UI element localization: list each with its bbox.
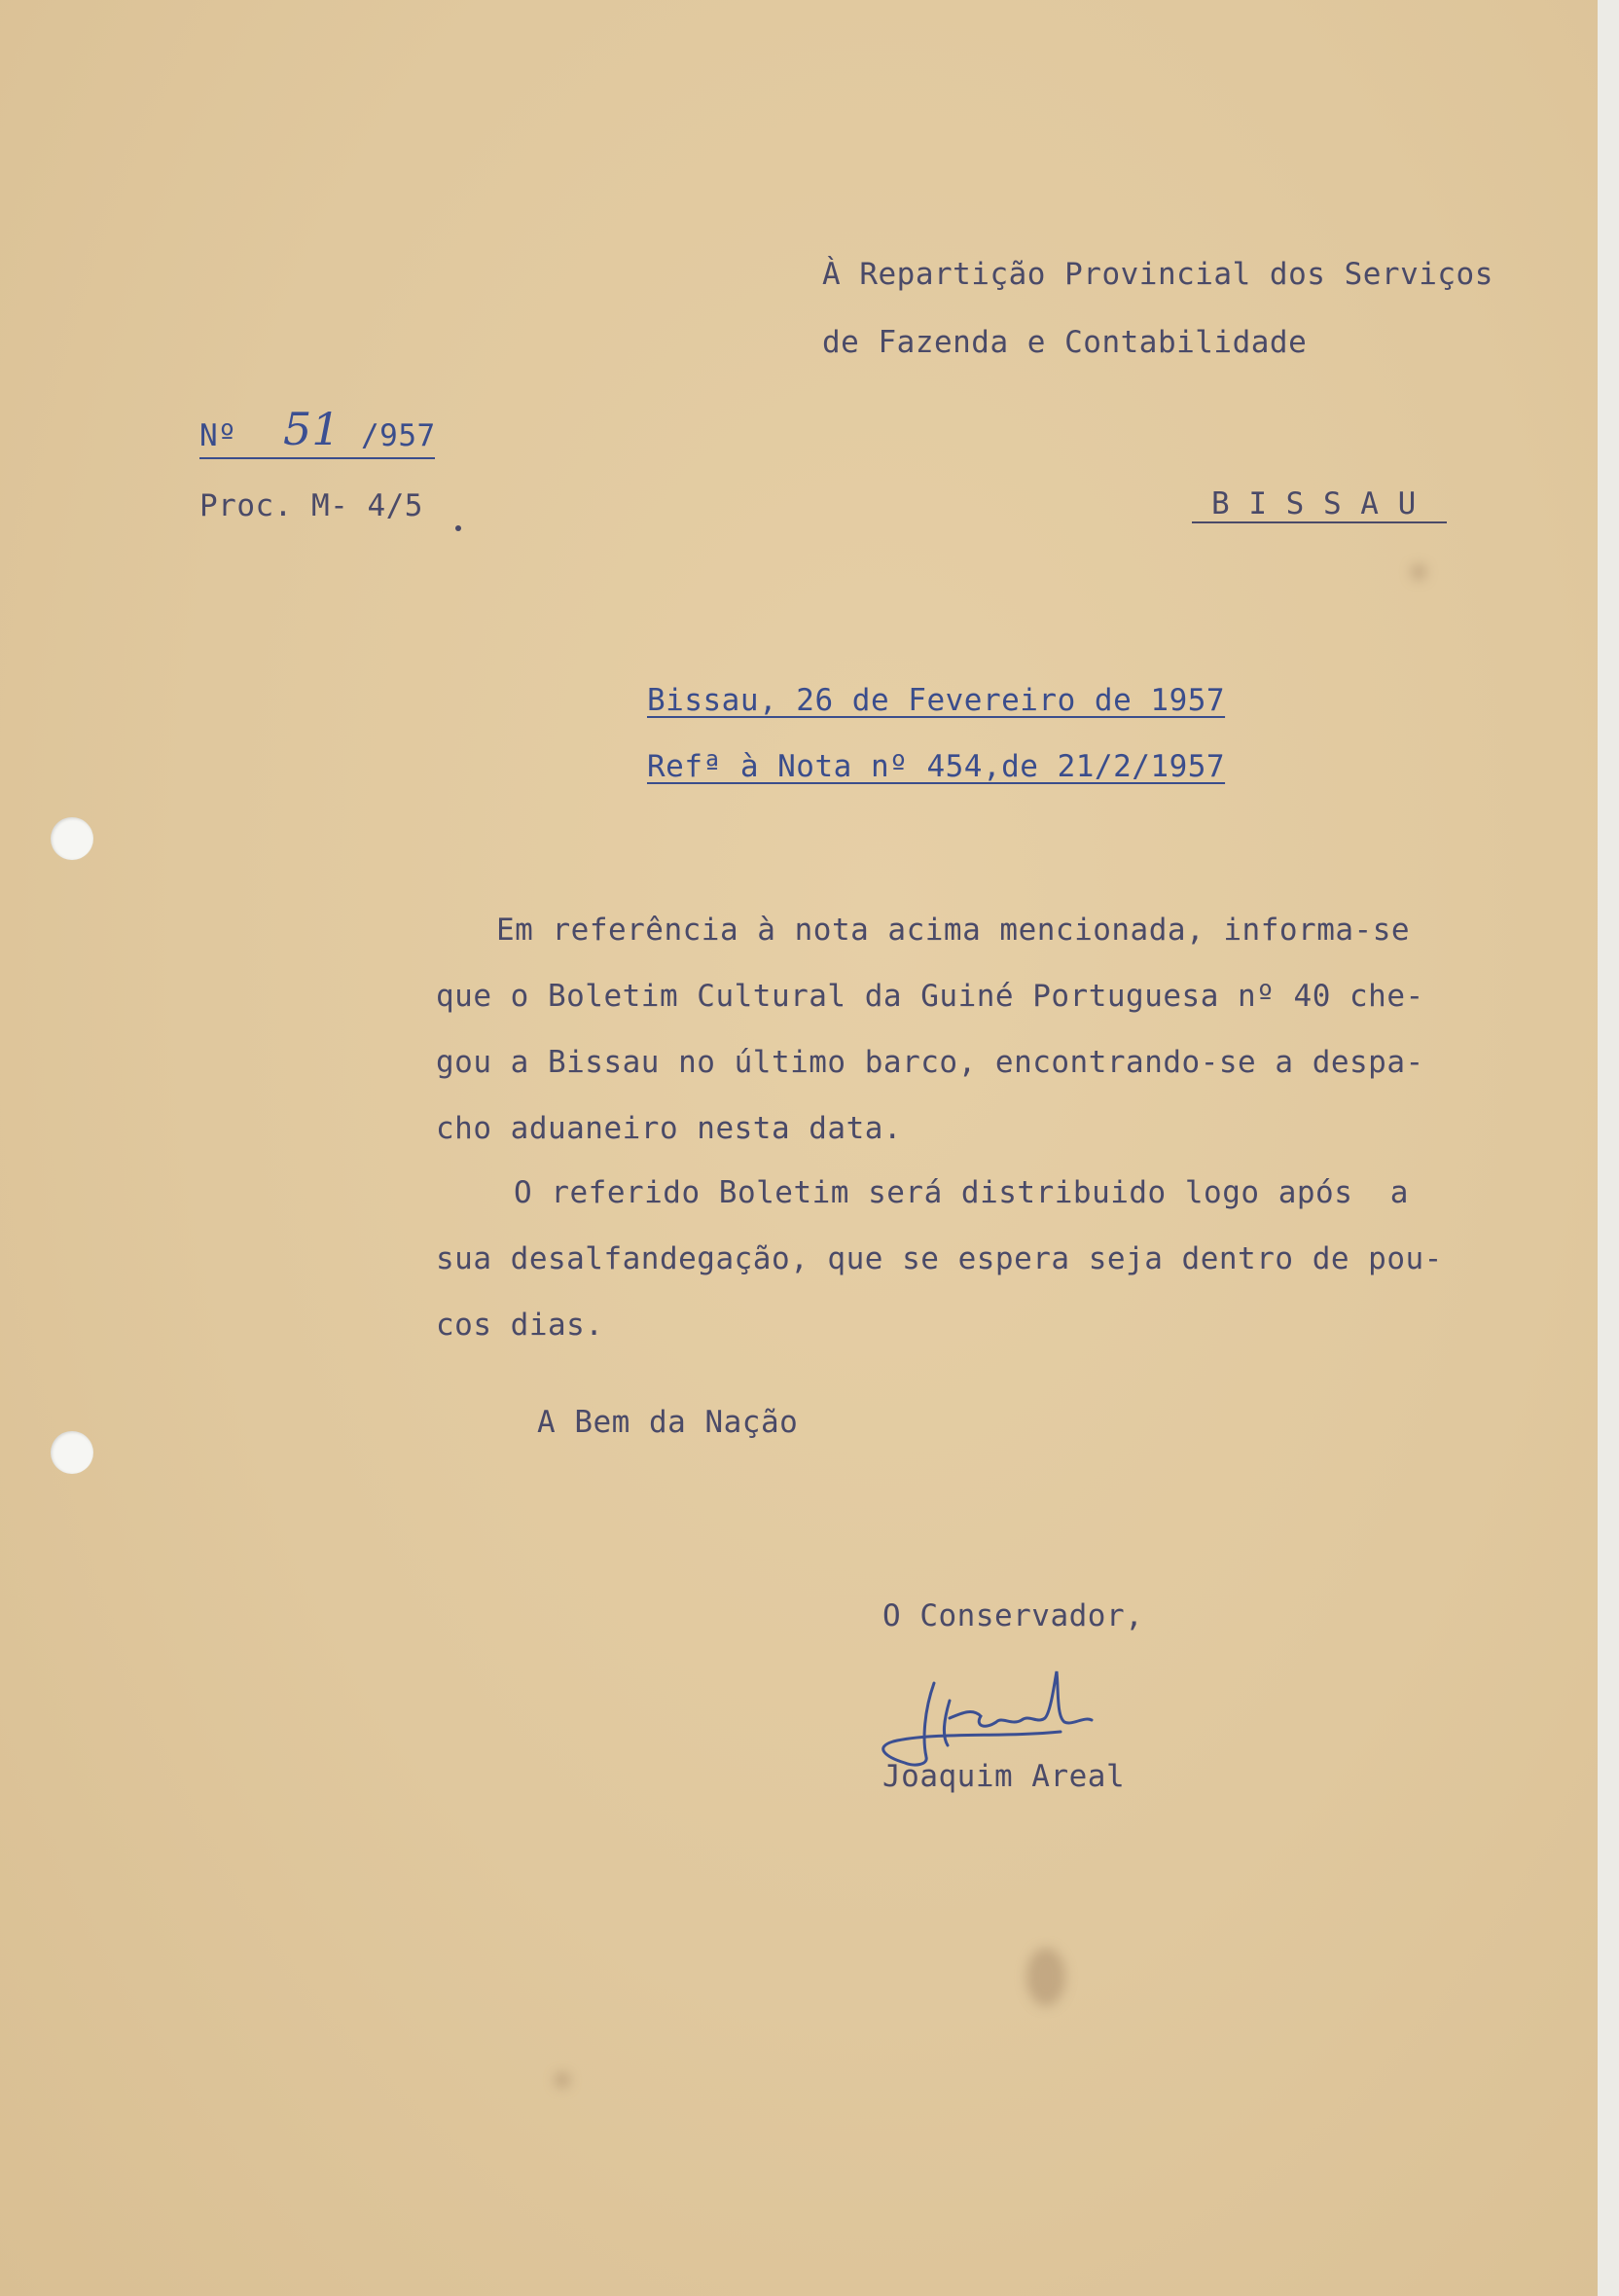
body-p2-line-1: O referido Boletim será distribuido logo após a — [514, 1175, 1409, 1210]
paper-stain — [1411, 564, 1426, 580]
reference-note: Refª à Nota nº 454,de 21/2/1957 — [647, 749, 1226, 784]
signatory-name: Joaquim Areal — [882, 1759, 1126, 1794]
punch-hole-top — [51, 817, 93, 860]
body-p1-line-3: gou a Bissau no último barco, encontrando-se a despa- — [436, 1045, 1424, 1080]
scan-edge — [1598, 0, 1619, 2296]
signatory-title: O Conservador, — [882, 1598, 1144, 1633]
addressee-line-1: À Repartição Provincial dos Serviços — [822, 257, 1493, 292]
body-p2-line-2: sua desalfandegação, que se espera seja dentro de pou- — [436, 1241, 1443, 1276]
reference-number — [199, 403, 452, 459]
closing-salutation: A Bem da Nação — [537, 1405, 799, 1440]
process-number: Proc. M- 4/5 — [199, 488, 423, 523]
body-p1-line-2: que o Boletim Cultural da Guiné Portuguesa nº 40 che- — [436, 979, 1424, 1014]
number-prefix: Nº — [199, 418, 237, 453]
number-underline — [199, 457, 435, 459]
paper-stain — [1026, 1948, 1065, 2006]
addressee-city: B I S S A U — [1211, 486, 1417, 521]
city-underline — [1192, 521, 1447, 523]
number-handwritten: 51 — [283, 403, 341, 455]
speck — [455, 525, 461, 531]
paper-stain — [555, 2072, 570, 2088]
addressee-line-2: de Fazenda e Contabilidade — [822, 325, 1308, 360]
body-p1-line-1: Em referência à nota acima mencionada, informa-se — [496, 913, 1411, 948]
number-year: /957 — [361, 418, 436, 453]
punch-hole-bottom — [51, 1431, 93, 1474]
letter-date: Bissau, 26 de Fevereiro de 1957 — [647, 683, 1226, 718]
body-p2-line-3: cos dias. — [436, 1308, 604, 1343]
body-p1-line-4: cho aduaneiro nesta data. — [436, 1111, 903, 1146]
